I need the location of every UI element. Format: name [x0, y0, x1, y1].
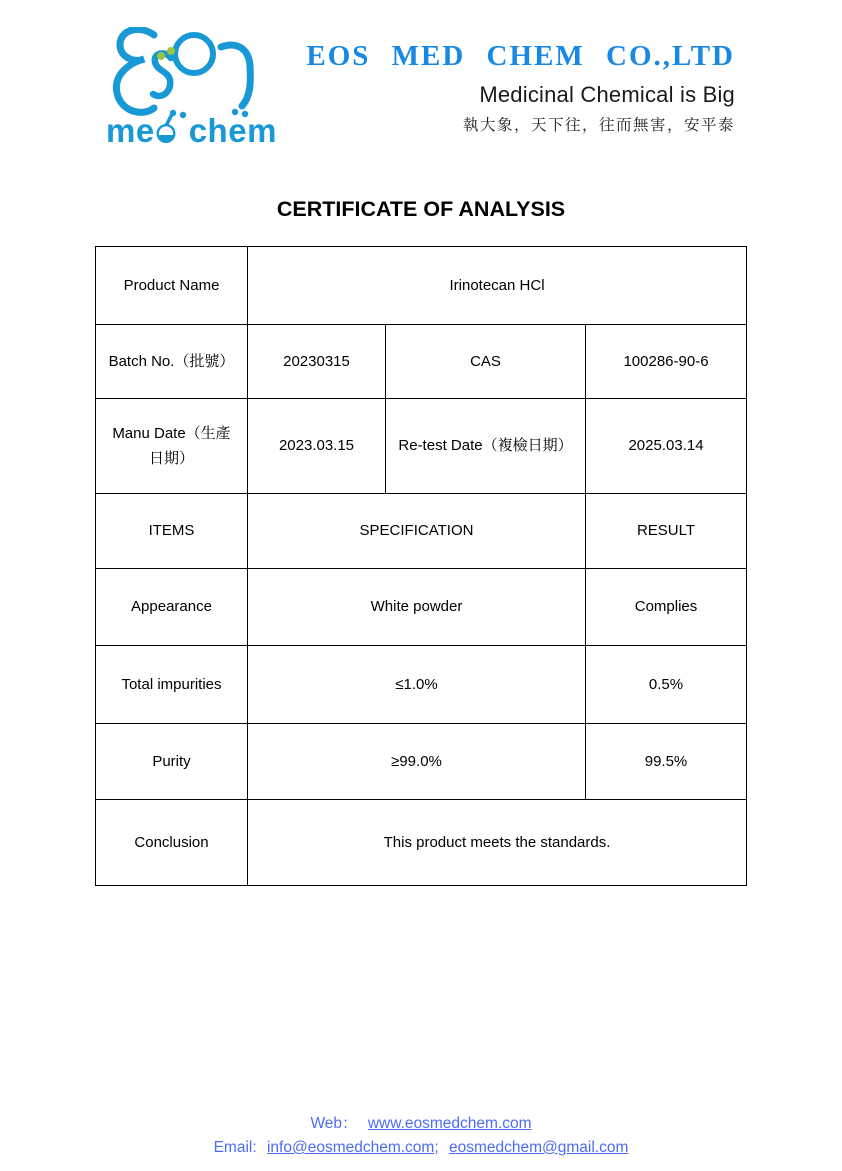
logo-wordmark: [106, 112, 277, 150]
company-name: EOS MED CHEM CO.,LTD: [306, 40, 735, 72]
wordmark-chem: chem: [188, 112, 277, 149]
cas-value: 100286-90-6: [586, 325, 747, 399]
page-title: CERTIFICATE OF ANALYSIS: [276, 197, 566, 221]
email-link-secondary[interactable]: eosmedchem@gmail.com: [448, 1139, 629, 1156]
table-row-product: [96, 247, 747, 325]
company-tagline-chinese: 執大象，天下往，往而無害，安平泰: [462, 117, 735, 134]
email-link-primary[interactable]: info@eosmedchem.com;: [266, 1139, 439, 1156]
batch-no-label: Batch No.（批號）: [96, 325, 248, 399]
web-label: Web：: [310, 1115, 358, 1132]
header: [306, 40, 735, 135]
table-row-purity: [96, 724, 747, 800]
table-row-appearance: [96, 569, 747, 646]
column-header-items: ITEMS: [96, 494, 248, 569]
email-label: Email:: [213, 1139, 257, 1156]
footer-web-line: [0, 1111, 842, 1133]
wordmark-me: me: [106, 112, 155, 149]
conclusion-label: Conclusion: [96, 800, 248, 886]
item-name: Purity: [96, 724, 248, 800]
retest-date-value: 2025.03.14: [586, 399, 747, 494]
elephant-logo-icon: [107, 27, 272, 119]
footer-email-line: [0, 1139, 842, 1157]
item-result: Complies: [586, 569, 747, 646]
item-specification: White powder: [248, 569, 586, 646]
batch-no-value: 20230315: [248, 325, 386, 399]
table-row-total-impurities: [96, 646, 747, 724]
item-specification: ≥99.0%: [248, 724, 586, 800]
table-row-batch: [96, 325, 747, 399]
table-row-dates: [96, 399, 747, 494]
item-specification: ≤1.0%: [248, 646, 586, 724]
item-result: 99.5%: [586, 724, 747, 800]
website-link[interactable]: www.eosmedchem.com: [367, 1115, 532, 1132]
product-name-label: Product Name: [96, 247, 248, 325]
retest-date-label: Re-test Date（複檢日期）: [386, 399, 586, 494]
conclusion-value: This product meets the standards.: [248, 800, 747, 886]
column-header-result: RESULT: [586, 494, 747, 569]
table-row-conclusion: [96, 800, 747, 886]
item-result: 0.5%: [586, 646, 747, 724]
table-row-column-headers: [96, 494, 747, 569]
manu-date-value: 2023.03.15: [248, 399, 386, 494]
column-header-specification: SPECIFICATION: [248, 494, 586, 569]
manu-date-label: Manu Date（生產日期）: [96, 399, 248, 494]
coa-table: [95, 246, 747, 886]
item-name: Total impurities: [96, 646, 248, 724]
company-tagline: Medicinal Chemical is Big: [479, 82, 735, 107]
item-name: Appearance: [96, 569, 248, 646]
product-name-value: Irinotecan HCl: [248, 247, 747, 325]
flask-icon: [156, 113, 177, 144]
cas-label: CAS: [386, 325, 586, 399]
